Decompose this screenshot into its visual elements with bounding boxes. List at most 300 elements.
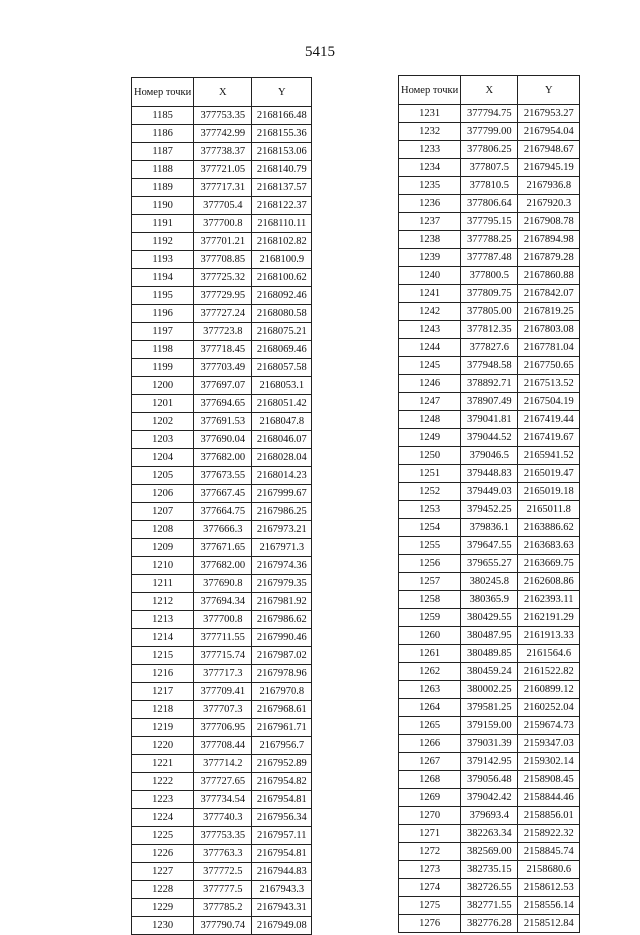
x-coordinate-cell: 377827.6	[461, 339, 518, 357]
y-coordinate-cell: 2168047.8	[252, 413, 312, 431]
point-number-cell: 1228	[132, 881, 194, 899]
table-row	[132, 575, 312, 593]
table-row	[399, 735, 580, 753]
x-coordinate-cell: 379452.25	[461, 501, 518, 519]
x-coordinate-cell: 379836.1	[461, 519, 518, 537]
y-coordinate-cell: 2163886.62	[518, 519, 580, 537]
y-coordinate-cell: 2168100.9	[252, 251, 312, 269]
point-number-cell: 1271	[399, 825, 461, 843]
y-coordinate-cell: 2158844.46	[518, 789, 580, 807]
x-coordinate-cell: 377753.35	[194, 107, 252, 125]
table-row	[132, 791, 312, 809]
y-coordinate-cell: 2160899.12	[518, 681, 580, 699]
y-coordinate-cell: 2167842.07	[518, 285, 580, 303]
point-number-cell: 1222	[132, 773, 194, 791]
table-row	[399, 393, 580, 411]
point-number-cell: 1187	[132, 143, 194, 161]
y-coordinate-cell: 2167948.67	[518, 141, 580, 159]
table-row	[399, 195, 580, 213]
point-number-cell: 1199	[132, 359, 194, 377]
table-row	[132, 503, 312, 521]
x-coordinate-cell: 380489.85	[461, 645, 518, 663]
y-coordinate-cell: 2167945.19	[518, 159, 580, 177]
header-x: X	[461, 76, 518, 105]
y-coordinate-cell: 2162393.11	[518, 591, 580, 609]
x-coordinate-cell: 379142.95	[461, 753, 518, 771]
table-row	[132, 125, 312, 143]
point-number-cell: 1235	[399, 177, 461, 195]
x-coordinate-cell: 377707.3	[194, 701, 252, 719]
point-number-cell: 1263	[399, 681, 461, 699]
table-row	[132, 233, 312, 251]
x-coordinate-cell: 377715.74	[194, 647, 252, 665]
x-coordinate-cell: 377723.8	[194, 323, 252, 341]
table-row	[132, 269, 312, 287]
point-number-cell: 1272	[399, 843, 461, 861]
table-row	[132, 611, 312, 629]
y-coordinate-cell: 2158845.74	[518, 843, 580, 861]
table-row	[132, 341, 312, 359]
table-body-right	[399, 105, 580, 933]
table-row	[399, 447, 580, 465]
y-coordinate-cell: 2167956.7	[252, 737, 312, 755]
y-coordinate-cell: 2167750.65	[518, 357, 580, 375]
x-coordinate-cell: 377742.99	[194, 125, 252, 143]
y-coordinate-cell: 2168014.23	[252, 467, 312, 485]
x-coordinate-cell: 377705.4	[194, 197, 252, 215]
point-number-cell: 1203	[132, 431, 194, 449]
table-header-row	[132, 78, 312, 107]
table-row	[399, 501, 580, 519]
table-row	[399, 771, 580, 789]
point-number-cell: 1194	[132, 269, 194, 287]
x-coordinate-cell: 377690.8	[194, 575, 252, 593]
x-coordinate-cell: 379647.55	[461, 537, 518, 555]
x-coordinate-cell: 379449.03	[461, 483, 518, 501]
table-row	[132, 215, 312, 233]
table-row	[132, 107, 312, 125]
table-row	[399, 411, 580, 429]
x-coordinate-cell: 377734.54	[194, 791, 252, 809]
y-coordinate-cell: 2167908.78	[518, 213, 580, 231]
y-coordinate-cell: 2158512.84	[518, 915, 580, 933]
x-coordinate-cell: 377729.95	[194, 287, 252, 305]
x-coordinate-cell: 379655.27	[461, 555, 518, 573]
x-coordinate-cell: 379693.4	[461, 807, 518, 825]
table-row	[399, 249, 580, 267]
table-row	[399, 267, 580, 285]
y-coordinate-cell: 2167781.04	[518, 339, 580, 357]
point-number-cell: 1265	[399, 717, 461, 735]
y-coordinate-cell: 2167419.67	[518, 429, 580, 447]
x-coordinate-cell: 377666.3	[194, 521, 252, 539]
y-coordinate-cell: 2163669.75	[518, 555, 580, 573]
table-row	[399, 879, 580, 897]
table-row	[132, 737, 312, 755]
x-coordinate-cell: 377799.00	[461, 123, 518, 141]
x-coordinate-cell: 379044.52	[461, 429, 518, 447]
y-coordinate-cell: 2165011.8	[518, 501, 580, 519]
table-row	[132, 467, 312, 485]
x-coordinate-cell: 377694.65	[194, 395, 252, 413]
x-coordinate-cell: 377753.35	[194, 827, 252, 845]
y-coordinate-cell: 2161522.82	[518, 663, 580, 681]
x-coordinate-cell: 377812.35	[461, 321, 518, 339]
table-row	[132, 413, 312, 431]
point-number-cell: 1205	[132, 467, 194, 485]
y-coordinate-cell: 2168140.79	[252, 161, 312, 179]
x-coordinate-cell: 377725.32	[194, 269, 252, 287]
y-coordinate-cell: 2167979.35	[252, 575, 312, 593]
header-y: Y	[518, 76, 580, 105]
y-coordinate-cell: 2162191.29	[518, 609, 580, 627]
y-coordinate-cell: 2167943.31	[252, 899, 312, 917]
x-coordinate-cell: 377809.75	[461, 285, 518, 303]
y-coordinate-cell: 2159674.73	[518, 717, 580, 735]
x-coordinate-cell: 380487.95	[461, 627, 518, 645]
x-coordinate-cell: 382726.55	[461, 879, 518, 897]
table-row	[132, 701, 312, 719]
y-coordinate-cell: 2167819.25	[518, 303, 580, 321]
point-number-cell: 1268	[399, 771, 461, 789]
table-row	[399, 753, 580, 771]
header-x: X	[194, 78, 252, 107]
x-coordinate-cell: 377714.2	[194, 755, 252, 773]
table-row	[399, 231, 580, 249]
point-number-cell: 1253	[399, 501, 461, 519]
table-row	[399, 627, 580, 645]
x-coordinate-cell: 382776.28	[461, 915, 518, 933]
point-number-cell: 1212	[132, 593, 194, 611]
y-coordinate-cell: 2165019.18	[518, 483, 580, 501]
point-number-cell: 1245	[399, 357, 461, 375]
y-coordinate-cell: 2158856.01	[518, 807, 580, 825]
point-number-cell: 1244	[399, 339, 461, 357]
y-coordinate-cell: 2167987.02	[252, 647, 312, 665]
point-number-cell: 1269	[399, 789, 461, 807]
header-point-number: Номер точки	[399, 76, 461, 105]
x-coordinate-cell: 377700.8	[194, 215, 252, 233]
table-row	[132, 827, 312, 845]
table-row	[132, 359, 312, 377]
y-coordinate-cell: 2167956.34	[252, 809, 312, 827]
point-number-cell: 1189	[132, 179, 194, 197]
point-number-cell: 1220	[132, 737, 194, 755]
point-number-cell: 1275	[399, 897, 461, 915]
header-y: Y	[252, 78, 312, 107]
point-number-cell: 1202	[132, 413, 194, 431]
table-row	[132, 431, 312, 449]
table-row	[399, 591, 580, 609]
x-coordinate-cell: 377777.5	[194, 881, 252, 899]
x-coordinate-cell: 377701.21	[194, 233, 252, 251]
point-number-cell: 1190	[132, 197, 194, 215]
table-row	[399, 429, 580, 447]
table-row	[399, 717, 580, 735]
table-row	[132, 197, 312, 215]
y-coordinate-cell: 2168046.07	[252, 431, 312, 449]
point-number-cell: 1276	[399, 915, 461, 933]
table-row	[132, 683, 312, 701]
x-coordinate-cell: 380002.25	[461, 681, 518, 699]
point-number-cell: 1198	[132, 341, 194, 359]
x-coordinate-cell: 377708.85	[194, 251, 252, 269]
x-coordinate-cell: 377738.37	[194, 143, 252, 161]
x-coordinate-cell: 377694.34	[194, 593, 252, 611]
x-coordinate-cell: 377740.3	[194, 809, 252, 827]
point-number-cell: 1252	[399, 483, 461, 501]
point-number-cell: 1238	[399, 231, 461, 249]
point-number-cell: 1216	[132, 665, 194, 683]
point-number-cell: 1266	[399, 735, 461, 753]
y-coordinate-cell: 2158922.32	[518, 825, 580, 843]
point-number-cell: 1264	[399, 699, 461, 717]
x-coordinate-cell: 377690.04	[194, 431, 252, 449]
table-row	[399, 285, 580, 303]
y-coordinate-cell: 2167986.25	[252, 503, 312, 521]
x-coordinate-cell: 379448.83	[461, 465, 518, 483]
point-number-cell: 1206	[132, 485, 194, 503]
table-row	[132, 755, 312, 773]
x-coordinate-cell: 377721.05	[194, 161, 252, 179]
y-coordinate-cell: 2168092.46	[252, 287, 312, 305]
table-row	[399, 681, 580, 699]
table-row	[399, 141, 580, 159]
point-number-cell: 1227	[132, 863, 194, 881]
table-row	[399, 339, 580, 357]
point-number-cell: 1233	[399, 141, 461, 159]
y-coordinate-cell: 2168080.58	[252, 305, 312, 323]
y-coordinate-cell: 2167954.81	[252, 845, 312, 863]
point-number-cell: 1188	[132, 161, 194, 179]
y-coordinate-cell: 2168051.42	[252, 395, 312, 413]
x-coordinate-cell: 377664.75	[194, 503, 252, 521]
point-number-cell: 1262	[399, 663, 461, 681]
x-coordinate-cell: 377800.5	[461, 267, 518, 285]
page-number: 5415	[305, 44, 335, 60]
table-row	[399, 915, 580, 933]
x-coordinate-cell: 379046.5	[461, 447, 518, 465]
coordinates-table-right	[398, 75, 580, 933]
table-row	[399, 465, 580, 483]
x-coordinate-cell: 377785.2	[194, 899, 252, 917]
point-number-cell: 1242	[399, 303, 461, 321]
y-coordinate-cell: 2167961.71	[252, 719, 312, 737]
x-coordinate-cell: 377806.25	[461, 141, 518, 159]
y-coordinate-cell: 2167970.8	[252, 683, 312, 701]
y-coordinate-cell: 2168053.1	[252, 377, 312, 395]
table-row	[399, 483, 580, 501]
x-coordinate-cell: 377772.5	[194, 863, 252, 881]
point-number-cell: 1226	[132, 845, 194, 863]
table-row	[399, 843, 580, 861]
y-coordinate-cell: 2168075.21	[252, 323, 312, 341]
table-row	[399, 897, 580, 915]
y-coordinate-cell: 2167936.8	[518, 177, 580, 195]
point-number-cell: 1267	[399, 753, 461, 771]
y-coordinate-cell: 2167971.3	[252, 539, 312, 557]
y-coordinate-cell: 2167943.3	[252, 881, 312, 899]
point-number-cell: 1210	[132, 557, 194, 575]
point-number-cell: 1195	[132, 287, 194, 305]
point-number-cell: 1239	[399, 249, 461, 267]
y-coordinate-cell: 2158612.53	[518, 879, 580, 897]
x-coordinate-cell: 377717.31	[194, 179, 252, 197]
table-row	[399, 609, 580, 627]
table-row	[399, 663, 580, 681]
table-row	[132, 647, 312, 665]
table-row	[132, 377, 312, 395]
table-row	[132, 863, 312, 881]
point-number-cell: 1254	[399, 519, 461, 537]
point-number-cell: 1218	[132, 701, 194, 719]
x-coordinate-cell: 377667.45	[194, 485, 252, 503]
y-coordinate-cell: 2167860.88	[518, 267, 580, 285]
x-coordinate-cell: 380459.24	[461, 663, 518, 681]
x-coordinate-cell: 377700.8	[194, 611, 252, 629]
y-coordinate-cell: 2165019.47	[518, 465, 580, 483]
point-number-cell: 1211	[132, 575, 194, 593]
y-coordinate-cell: 2167957.11	[252, 827, 312, 845]
point-number-cell: 1234	[399, 159, 461, 177]
point-number-cell: 1207	[132, 503, 194, 521]
table-row	[399, 537, 580, 555]
x-coordinate-cell: 380365.9	[461, 591, 518, 609]
x-coordinate-cell: 377711.55	[194, 629, 252, 647]
x-coordinate-cell: 377682.00	[194, 557, 252, 575]
x-coordinate-cell: 377787.48	[461, 249, 518, 267]
x-coordinate-cell: 382569.00	[461, 843, 518, 861]
point-number-cell: 1209	[132, 539, 194, 557]
y-coordinate-cell: 2167894.98	[518, 231, 580, 249]
y-coordinate-cell: 2167990.46	[252, 629, 312, 647]
table-row	[132, 521, 312, 539]
x-coordinate-cell: 377807.5	[461, 159, 518, 177]
y-coordinate-cell: 2158908.45	[518, 771, 580, 789]
point-number-cell: 1231	[399, 105, 461, 123]
y-coordinate-cell: 2168166.48	[252, 107, 312, 125]
point-number-cell: 1213	[132, 611, 194, 629]
x-coordinate-cell: 377795.15	[461, 213, 518, 231]
table-row	[399, 303, 580, 321]
point-number-cell: 1259	[399, 609, 461, 627]
table-row	[399, 519, 580, 537]
table-row	[399, 807, 580, 825]
x-coordinate-cell: 380429.55	[461, 609, 518, 627]
point-number-cell: 1217	[132, 683, 194, 701]
table-row	[399, 375, 580, 393]
point-number-cell: 1191	[132, 215, 194, 233]
x-coordinate-cell: 377691.53	[194, 413, 252, 431]
y-coordinate-cell: 2167920.3	[518, 195, 580, 213]
table-row	[132, 773, 312, 791]
x-coordinate-cell: 377717.3	[194, 665, 252, 683]
point-number-cell: 1247	[399, 393, 461, 411]
y-coordinate-cell: 2167803.08	[518, 321, 580, 339]
point-number-cell: 1255	[399, 537, 461, 555]
x-coordinate-cell: 377708.44	[194, 737, 252, 755]
x-coordinate-cell: 377727.24	[194, 305, 252, 323]
point-number-cell: 1186	[132, 125, 194, 143]
x-coordinate-cell: 377810.5	[461, 177, 518, 195]
x-coordinate-cell: 377948.58	[461, 357, 518, 375]
y-coordinate-cell: 2167513.52	[518, 375, 580, 393]
y-coordinate-cell: 2168137.57	[252, 179, 312, 197]
point-number-cell: 1208	[132, 521, 194, 539]
y-coordinate-cell: 2160252.04	[518, 699, 580, 717]
table-row	[132, 881, 312, 899]
y-coordinate-cell: 2165941.52	[518, 447, 580, 465]
y-coordinate-cell: 2167954.04	[518, 123, 580, 141]
x-coordinate-cell: 379042.42	[461, 789, 518, 807]
y-coordinate-cell: 2167949.08	[252, 917, 312, 935]
point-number-cell: 1246	[399, 375, 461, 393]
y-coordinate-cell: 2161913.33	[518, 627, 580, 645]
point-number-cell: 1237	[399, 213, 461, 231]
table-row	[132, 665, 312, 683]
table-row	[399, 321, 580, 339]
x-coordinate-cell: 379041.81	[461, 411, 518, 429]
point-number-cell: 1240	[399, 267, 461, 285]
x-coordinate-cell: 377727.65	[194, 773, 252, 791]
table-row	[399, 645, 580, 663]
y-coordinate-cell: 2167953.27	[518, 105, 580, 123]
y-coordinate-cell: 2168102.82	[252, 233, 312, 251]
point-number-cell: 1201	[132, 395, 194, 413]
table-row	[132, 899, 312, 917]
y-coordinate-cell: 2167952.89	[252, 755, 312, 773]
x-coordinate-cell: 377682.00	[194, 449, 252, 467]
table-row	[399, 123, 580, 141]
table-row	[399, 861, 580, 879]
x-coordinate-cell: 377709.41	[194, 683, 252, 701]
x-coordinate-cell: 377697.07	[194, 377, 252, 395]
table-row	[132, 449, 312, 467]
point-number-cell: 1251	[399, 465, 461, 483]
x-coordinate-cell: 377703.49	[194, 359, 252, 377]
table-row	[132, 557, 312, 575]
y-coordinate-cell: 2168069.46	[252, 341, 312, 359]
y-coordinate-cell: 2168153.06	[252, 143, 312, 161]
y-coordinate-cell: 2159302.14	[518, 753, 580, 771]
x-coordinate-cell: 382263.34	[461, 825, 518, 843]
table-row	[132, 305, 312, 323]
y-coordinate-cell: 2167986.62	[252, 611, 312, 629]
x-coordinate-cell: 377788.25	[461, 231, 518, 249]
table-row	[132, 809, 312, 827]
table-row	[399, 573, 580, 591]
y-coordinate-cell: 2167954.81	[252, 791, 312, 809]
table-body-left	[132, 107, 312, 935]
point-number-cell: 1224	[132, 809, 194, 827]
table-row	[132, 917, 312, 935]
y-coordinate-cell: 2167999.67	[252, 485, 312, 503]
x-coordinate-cell: 380245.8	[461, 573, 518, 591]
table-row	[399, 789, 580, 807]
point-number-cell: 1257	[399, 573, 461, 591]
table-row	[132, 719, 312, 737]
point-number-cell: 1243	[399, 321, 461, 339]
point-number-cell: 1230	[132, 917, 194, 935]
x-coordinate-cell: 377794.75	[461, 105, 518, 123]
point-number-cell: 1260	[399, 627, 461, 645]
table-row	[132, 539, 312, 557]
y-coordinate-cell: 2163683.63	[518, 537, 580, 555]
point-number-cell: 1204	[132, 449, 194, 467]
point-number-cell: 1192	[132, 233, 194, 251]
y-coordinate-cell: 2159347.03	[518, 735, 580, 753]
y-coordinate-cell: 2158556.14	[518, 897, 580, 915]
